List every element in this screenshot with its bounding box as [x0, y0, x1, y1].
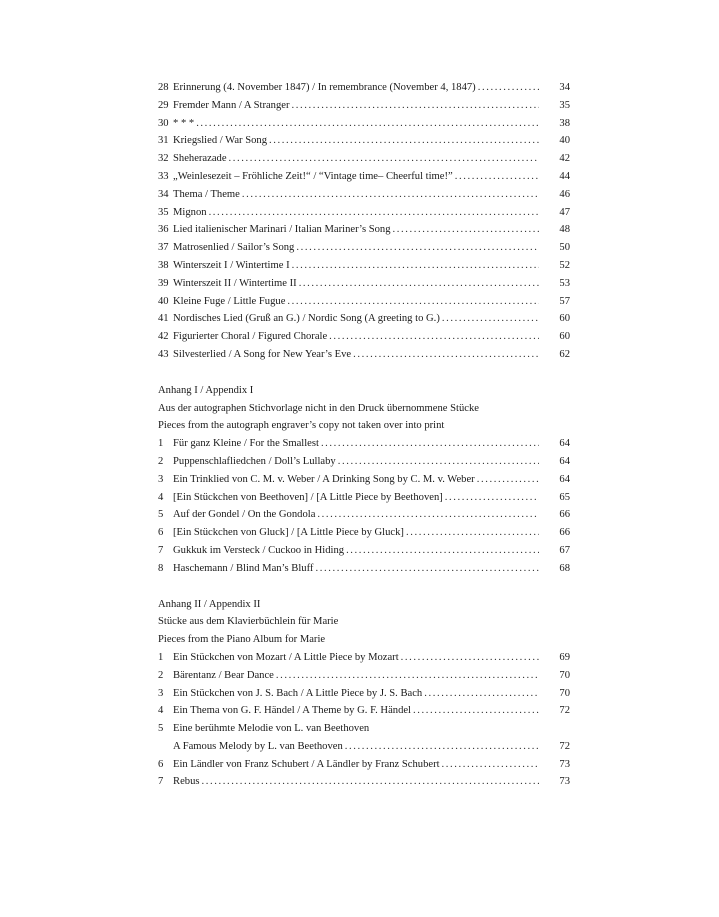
appendix-subtitle-de: Stücke aus dem Klavierbüchlein für Marie	[158, 616, 339, 628]
toc-entry: 38 Winterszeit I / Wintertime I ..... 52	[158, 257, 570, 275]
toc-entry: 3 Ein Trinklied von C. M. v. Weber / A Drinking Song by C. M. v. Weber ..... 64	[158, 471, 570, 489]
toc-entry: 2 Bärentanz / Bear Dance ..... 70	[158, 667, 570, 685]
toc-entry: 39 Winterszeit II / Wintertime II ..... 53	[158, 275, 570, 293]
appendix-heading: Anhang I / Appendix I	[158, 384, 254, 396]
toc-entry: 32 Sheherazade ..... 42	[158, 150, 570, 168]
appendix-subtitle-de: Aus der autographen Stichvorlage nicht in den Druck übernommene Stücke	[158, 402, 479, 414]
toc-entry: 4 Ein Thema von G. F. Händel / A Theme by G. F. Händel ..... 72	[158, 702, 570, 720]
toc-entry: 7 Rebus ..... 73	[158, 773, 570, 791]
toc-entry: 6 Ein Ländler von Franz Schubert / A Ländler by Franz Schubert ..... 73	[158, 756, 570, 774]
toc-entry: 30 * * * ..... 38	[158, 115, 570, 133]
toc-entry-first-line: 5 Eine berühmte Melodie von L. van Beethoven	[158, 723, 370, 735]
toc-entry: 28 Erinnerung (4. November 1847) / In remembrance (November 4, 1847) ..... 34	[158, 79, 570, 97]
appendix-2	[158, 596, 570, 792]
toc-entry: 34 Thema / Theme ..... 46	[158, 186, 570, 204]
toc-entry: 4 [Ein Stückchen von Beethoven] / [A Little Piece by Beethoven] ..... 65	[158, 489, 570, 507]
toc-entry: 33 „Weinlesezeit – Fröhliche Zeit!“ / “Vintage time– Cheerful time!” ..... 44	[158, 168, 570, 186]
appendix-subtitle-en: Pieces from the Piano Album for Marie	[158, 634, 326, 646]
toc-entry: 6 [Ein Stückchen von Gluck] / [A Little Piece by Gluck] ..... 66	[158, 524, 570, 542]
toc-entry: 43 Silvesterlied / A Song for New Year’s Eve ..... 62	[158, 346, 570, 364]
toc-entry: 8 Haschemann / Blind Man’s Bluff ..... 68	[158, 560, 570, 578]
toc-entry: 42 Figurierter Choral / Figured Chorale ..... 60	[158, 328, 570, 346]
appendix-heading: Anhang II / Appendix II	[158, 598, 261, 610]
appendix-1	[158, 382, 570, 578]
toc-entry: 35 Mignon ..... 47	[158, 204, 570, 222]
toc-entry: 41 Nordisches Lied (Gruß an G.) / Nordic Song (A greeting to G.) ..... 60	[158, 310, 570, 328]
main-entries	[158, 79, 570, 364]
toc-entry: 7 Gukkuk im Versteck / Cuckoo in Hiding ..... 67	[158, 542, 570, 560]
toc-entry: 1 Für ganz Kleine / For the Smallest ..... 64	[158, 435, 570, 453]
toc-entry: 1 Ein Stückchen von Mozart / A Little Piece by Mozart ..... 69	[158, 649, 570, 667]
toc-entry: 3 Ein Stückchen von J. S. Bach / A Little Piece by J. S. Bach ..... 70	[158, 685, 570, 703]
toc-entry: 31 Kriegslied / War Song ..... 40	[158, 132, 570, 150]
toc-entry: 37 Matrosenlied / Sailor’s Song ..... 50	[158, 239, 570, 257]
toc-entry: 29 Fremder Mann / A Stranger ..... 35	[158, 97, 570, 115]
toc-entry: 2 Puppenschlafliedchen / Doll’s Lullaby ..... 64	[158, 453, 570, 471]
appendix-subtitle-en: Pieces from the autograph engraver’s copy not taken over into print	[158, 420, 445, 432]
toc-entry-continuation: A Famous Melody by L. van Beethoven ..... 72	[158, 738, 570, 756]
toc-entry: 40 Kleine Fuge / Little Fugue ..... 57	[158, 293, 570, 311]
table-of-contents	[158, 79, 570, 791]
toc-entry: 5 Auf der Gondel / On the Gondola ..... 66	[158, 506, 570, 524]
toc-entry: 36 Lied italienischer Marinari / Italian Mariner’s Song ..... 48	[158, 221, 570, 239]
